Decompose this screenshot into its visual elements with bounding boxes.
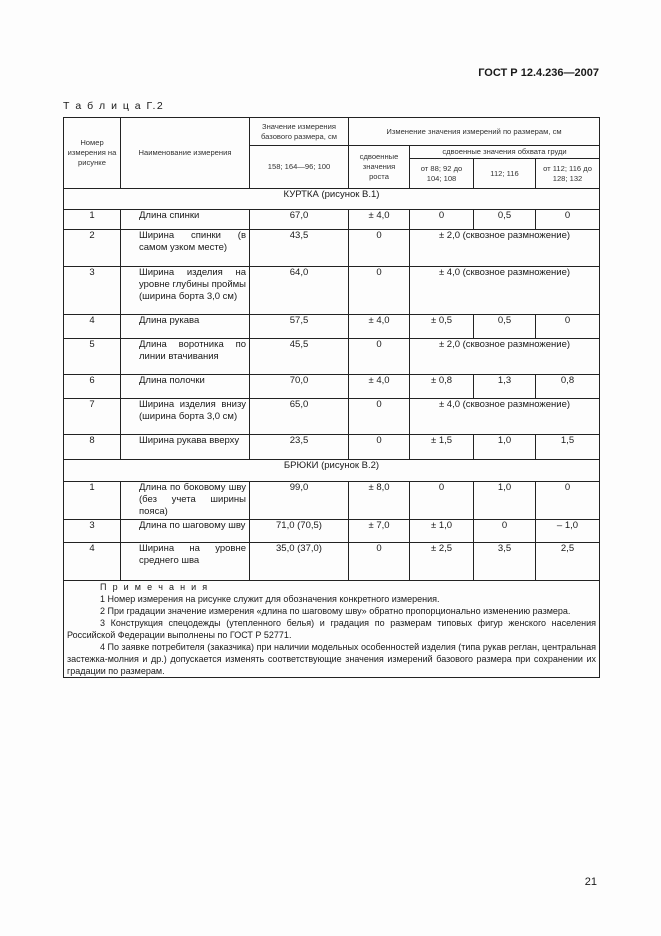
table-row [64,339,600,375]
row-name: Ширина изделия внизу (ширина борта 3,0 см) [121,399,250,435]
header-chest-range-1: от 88; 92 до 104; 108 [410,159,474,189]
row-chest-span: ± 2,0 (сквозное размножение) [410,339,600,375]
header-height: сдвоенные значения роста [349,146,410,189]
row-base: 23,5 [250,435,349,460]
row-base: 70,0 [250,375,349,399]
header-base: Значение измерения базового размера, см [250,118,349,146]
row-chest-1: ± 1,5 [410,435,474,460]
table-row [64,375,600,399]
row-name: Ширина рукава вверху [121,435,250,460]
row-name: Длина воротника по линии втачивания [121,339,250,375]
row-base: 64,0 [250,267,349,315]
table-row [64,230,600,267]
note-item: 1 Номер измерения на рисунке служит для обозначения конкретного измерения. [100,594,440,604]
row-height: 0 [349,399,410,435]
row-height: ± 4,0 [349,210,410,230]
row-base: 43,5 [250,230,349,267]
row-height: ± 4,0 [349,375,410,399]
page-number: 21 [584,876,597,888]
table-row [64,482,600,520]
row-num: 4 [64,315,121,339]
row-num: 1 [64,210,121,230]
row-name: Длина по шаговому шву [121,520,250,543]
row-height: 0 [349,543,410,581]
header-base-sizes: 158; 164—96; 100 [250,146,349,189]
row-chest-2: 0,5 [474,210,536,230]
row-chest-2: 1,0 [474,435,536,460]
row-base: 45,5 [250,339,349,375]
row-chest-3: 2,5 [536,543,600,581]
row-chest-1: 0 [410,210,474,230]
row-height: 0 [349,339,410,375]
note-item: 2 При градации значение измерения «длина по шаговому шву» обратно пропорционально изменению размера. [100,606,571,616]
notes-title: П р и м е ч а н и я [100,582,209,592]
row-height: ± 8,0 [349,482,410,520]
row-num: 3 [64,267,121,315]
row-num: 7 [64,399,121,435]
row-chest-1: 0 [410,482,474,520]
row-chest-span: ± 4,0 (сквозное размножение) [410,267,600,315]
row-chest-1: ± 2,5 [410,543,474,581]
header-num: Номер измерения на рисунке [64,118,121,189]
row-num: 6 [64,375,121,399]
row-num: 4 [64,543,121,581]
table-row [64,435,600,460]
row-num: 2 [64,230,121,267]
row-base: 99,0 [250,482,349,520]
row-name: Длина рукава [121,315,250,339]
row-num: 8 [64,435,121,460]
row-name: Ширина спинки (в самом узком месте) [121,230,250,267]
row-chest-2: 0,5 [474,315,536,339]
notes-block [64,581,600,678]
header-change: Изменение значения измерений по размерам, см [349,118,600,146]
row-chest-3: 1,5 [536,435,600,460]
row-height: 0 [349,267,410,315]
row-num: 1 [64,482,121,520]
table-row [64,520,600,543]
row-name: Ширина на уровне среднего шва [121,543,250,581]
row-chest-3: – 1,0 [536,520,600,543]
row-height: 0 [349,435,410,460]
row-base: 35,0 (37,0) [250,543,349,581]
header-chest-range-3: от 112; 116 до 128; 132 [536,159,600,189]
row-height: ± 7,0 [349,520,410,543]
row-num: 3 [64,520,121,543]
row-chest-1: ± 1,0 [410,520,474,543]
table-row [64,399,600,435]
row-height: ± 4,0 [349,315,410,339]
row-base: 71,0 (70,5) [250,520,349,543]
row-base: 67,0 [250,210,349,230]
section-title: БРЮКИ (рисунок В.2) [64,460,600,482]
row-chest-3: 0,8 [536,375,600,399]
note-item: 3 Конструкция спецодежды (утепленного белья) и градация по размерам типовых фигур женского населения Российской Федерации выполнены по ГОСТ Р 52771. [67,618,596,640]
row-chest-3: 0 [536,210,600,230]
row-chest-span: ± 2,0 (сквозное размножение) [410,230,600,267]
row-chest-1: ± 0,8 [410,375,474,399]
header-name: Наименование измерения [121,118,250,189]
row-chest-span: ± 4,0 (сквозное размножение) [410,399,600,435]
row-name: Длина по боковому шву (без учета ширины пояса) [121,482,250,520]
table-row [64,315,600,339]
section-title: КУРТКА (рисунок В.1) [64,189,600,210]
row-base: 65,0 [250,399,349,435]
row-name: Длина спинки [121,210,250,230]
header-chest: сдвоенные значения обхвата груди [410,146,600,159]
table-row [64,543,600,581]
note-item: 4 По заявке потребителя (заказчика) при наличии модельных особенностей изделия (типа рукав реглан, центральная застежка-молния и др.) допускается изменять соответствующие значения измерений базового размера при сохранении их градации по размерам. [67,642,596,676]
row-name: Длина полочки [121,375,250,399]
measurement-table [63,117,600,678]
row-chest-2: 0 [474,520,536,543]
table-row [64,210,600,230]
row-chest-2: 1,3 [474,375,536,399]
table-row [64,267,600,315]
row-base: 57,5 [250,315,349,339]
row-chest-3: 0 [536,482,600,520]
row-name: Ширина изделия на уровне глубины проймы (ширина борта 3,0 см) [121,267,250,315]
document-code: ГОСТ Р 12.4.236—2007 [478,67,599,79]
row-chest-2: 3,5 [474,543,536,581]
row-chest-3: 0 [536,315,600,339]
row-height: 0 [349,230,410,267]
row-num: 5 [64,339,121,375]
row-chest-1: ± 0,5 [410,315,474,339]
table-title: Т а б л и ц а Г.2 [63,100,165,112]
row-chest-2: 1,0 [474,482,536,520]
header-chest-range-2: 112; 116 [474,159,536,189]
